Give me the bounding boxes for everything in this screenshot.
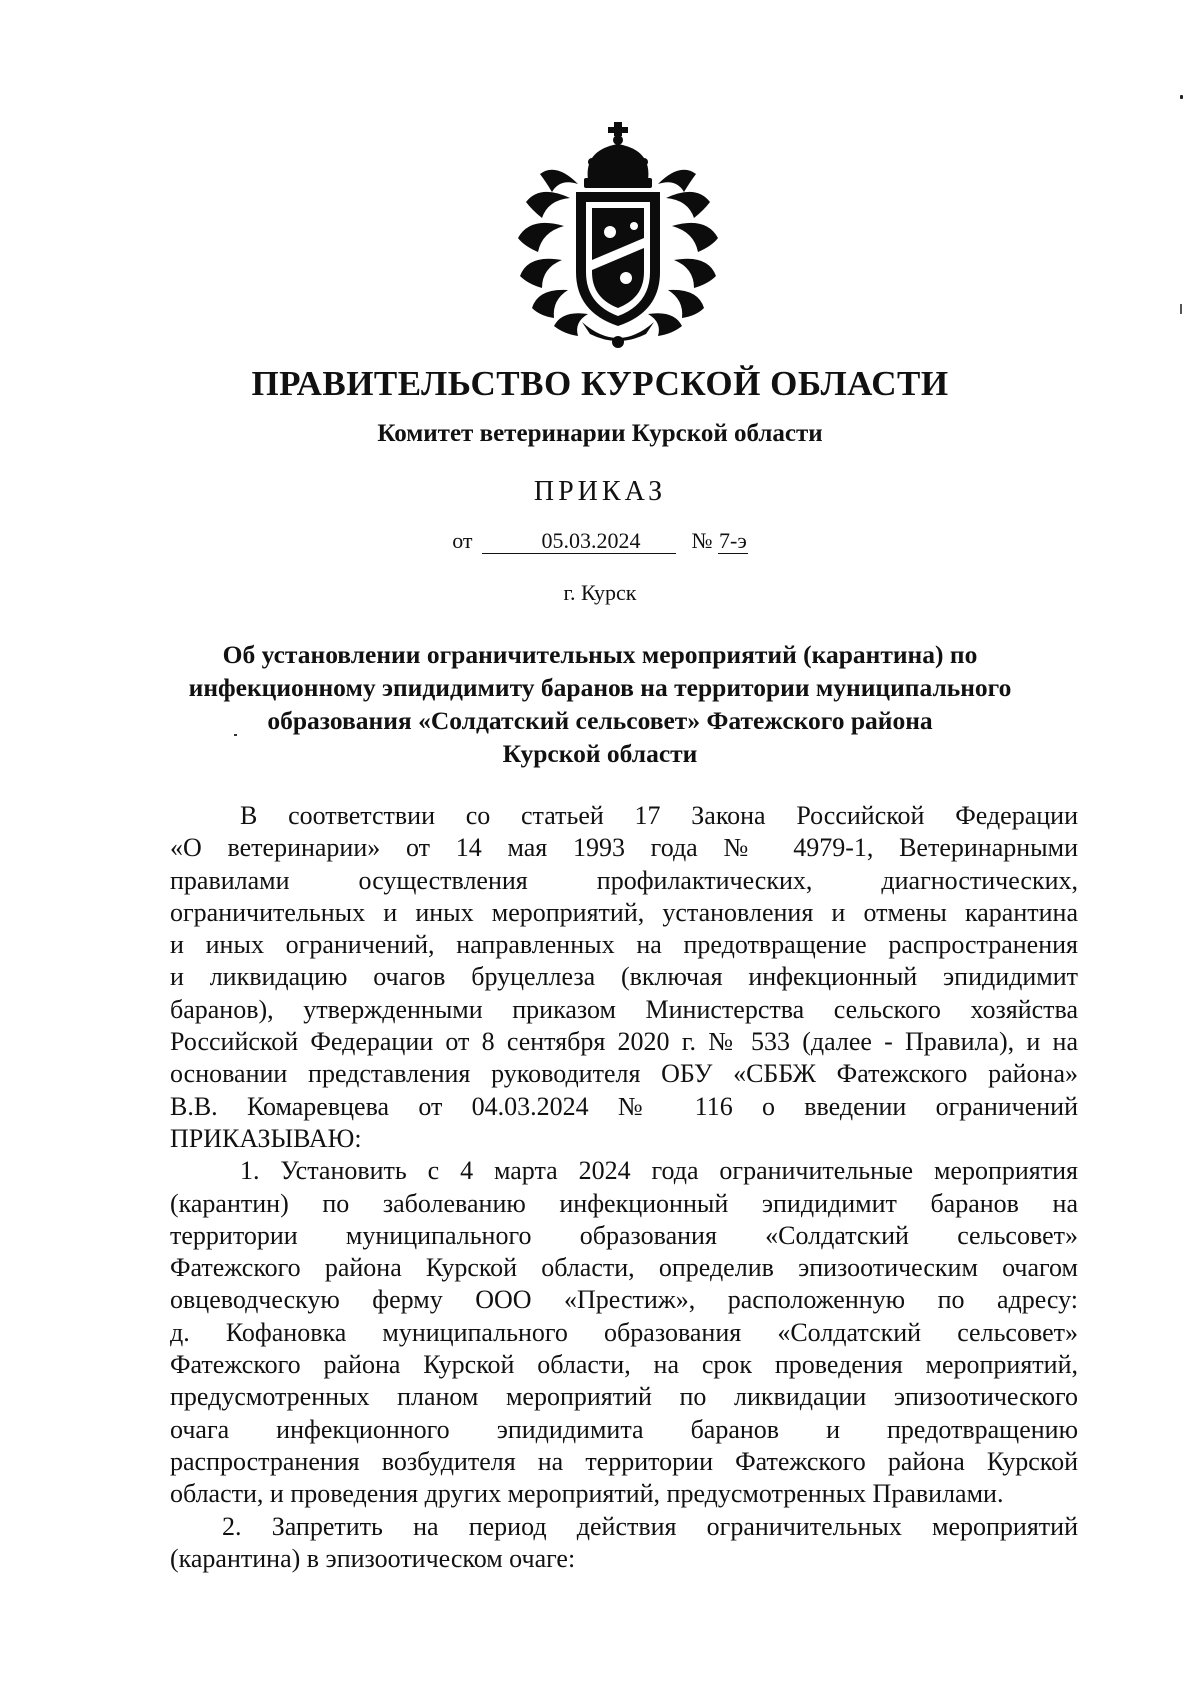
text-line: «О ветеринарии» от 14 мая 1993 года № 4979-1, Ветеринарными bbox=[170, 833, 1078, 863]
item-1-paragraph bbox=[170, 1155, 1078, 1510]
text-line: 2. Запретить на период действия ограничительных мероприятий bbox=[222, 1511, 1078, 1541]
document-subject bbox=[150, 638, 1050, 770]
document-date: 05.03.2024 bbox=[482, 529, 676, 554]
text-line: очага инфекционного эпидидимита баранов и предотвращению bbox=[170, 1414, 1078, 1444]
text-line: ограничительных и иных мероприятий, установления и отмены карантина bbox=[170, 897, 1078, 927]
document-body bbox=[170, 800, 1078, 1575]
text-line: основании представления руководителя ОБУ «СББЖ Фатежского района» bbox=[170, 1059, 1078, 1089]
item-2-paragraph bbox=[170, 1511, 1078, 1576]
text-line: Фатежского района Курской области, определив эпизоотическим очагом bbox=[170, 1253, 1078, 1283]
scan-speck bbox=[1180, 304, 1182, 314]
government-title: ПРАВИТЕЛЬСТВО КУРСКОЙ ОБЛАСТИ bbox=[251, 364, 949, 403]
subject-line: Курской области bbox=[502, 739, 698, 768]
text-line: д. Кофановка муниципального образования «Солдатский сельсовет» bbox=[170, 1317, 1078, 1347]
text-line: области, и проведения других мероприятий, предусмотренных Правилами. bbox=[170, 1479, 1004, 1509]
scan-speck bbox=[1180, 95, 1183, 99]
text-line: территории муниципального образования «Солдатский сельсовет» bbox=[170, 1220, 1078, 1250]
city: г. Курск bbox=[563, 580, 637, 605]
text-line: В соответствии со статьей 17 Закона Российской Федерации bbox=[240, 801, 1078, 830]
text-line: овцеводческую ферму ООО «Престиж», расположенную по адресу: bbox=[170, 1285, 1078, 1315]
subject-line: инфекционному эпидидимиту баранов на территории муниципального bbox=[188, 673, 1012, 702]
text-line: (карантина) в эпизоотическом очаге: bbox=[170, 1543, 576, 1573]
text-line: Фатежского района Курской области, на срок проведения мероприятий, bbox=[170, 1350, 1078, 1380]
text-line: и иных ограничений, направленных на предотвращение распространения bbox=[170, 930, 1078, 960]
text-line: распространения возбудителя на территории Фатежского района Курской bbox=[170, 1446, 1078, 1476]
document-type: ПРИКАЗ bbox=[533, 476, 667, 507]
text-line: баранов), утвержденными приказом Министерства сельского хозяйства bbox=[170, 994, 1078, 1024]
committee-name: Комитет ветеринарии Курской области bbox=[377, 420, 823, 447]
text-line: правилами осуществления профилактических, диагностических, bbox=[170, 865, 1078, 895]
document-number: 7-э bbox=[719, 528, 747, 553]
subject-line: образования «Солдатский сельсовет» Фатежского района bbox=[267, 706, 933, 735]
date-prefix: от bbox=[452, 528, 473, 553]
preamble-paragraph bbox=[170, 800, 1078, 1155]
text-line: Российской Федерации от 8 сентября 2020 г. № 533 (далее - Правила), и на bbox=[170, 1027, 1078, 1057]
text-line: предусмотренных планом мероприятий по ликвидации эпизоотического bbox=[170, 1382, 1078, 1412]
text-line: (карантин) по заболеванию инфекционный эпидидимит баранов на bbox=[170, 1188, 1078, 1218]
text-line: ПРИКАЗЫВАЮ: bbox=[170, 1123, 362, 1153]
text-line: 1. Установить с 4 марта 2024 года ограничительные мероприятия bbox=[240, 1156, 1078, 1186]
text-line: В.В. Комаревцева от 04.03.2024 № 116 о введении ограничений bbox=[170, 1091, 1078, 1121]
text-line: и ликвидацию очагов бруцеллеза (включая инфекционный эпидидимит bbox=[170, 962, 1078, 992]
number-prefix: № bbox=[691, 528, 713, 553]
subject-line: Об установлении ограничительных мероприятий (карантина) по bbox=[222, 640, 978, 669]
date-number-line bbox=[0, 528, 1200, 554]
kursk-region-coat-of-arms-icon bbox=[512, 122, 724, 352]
